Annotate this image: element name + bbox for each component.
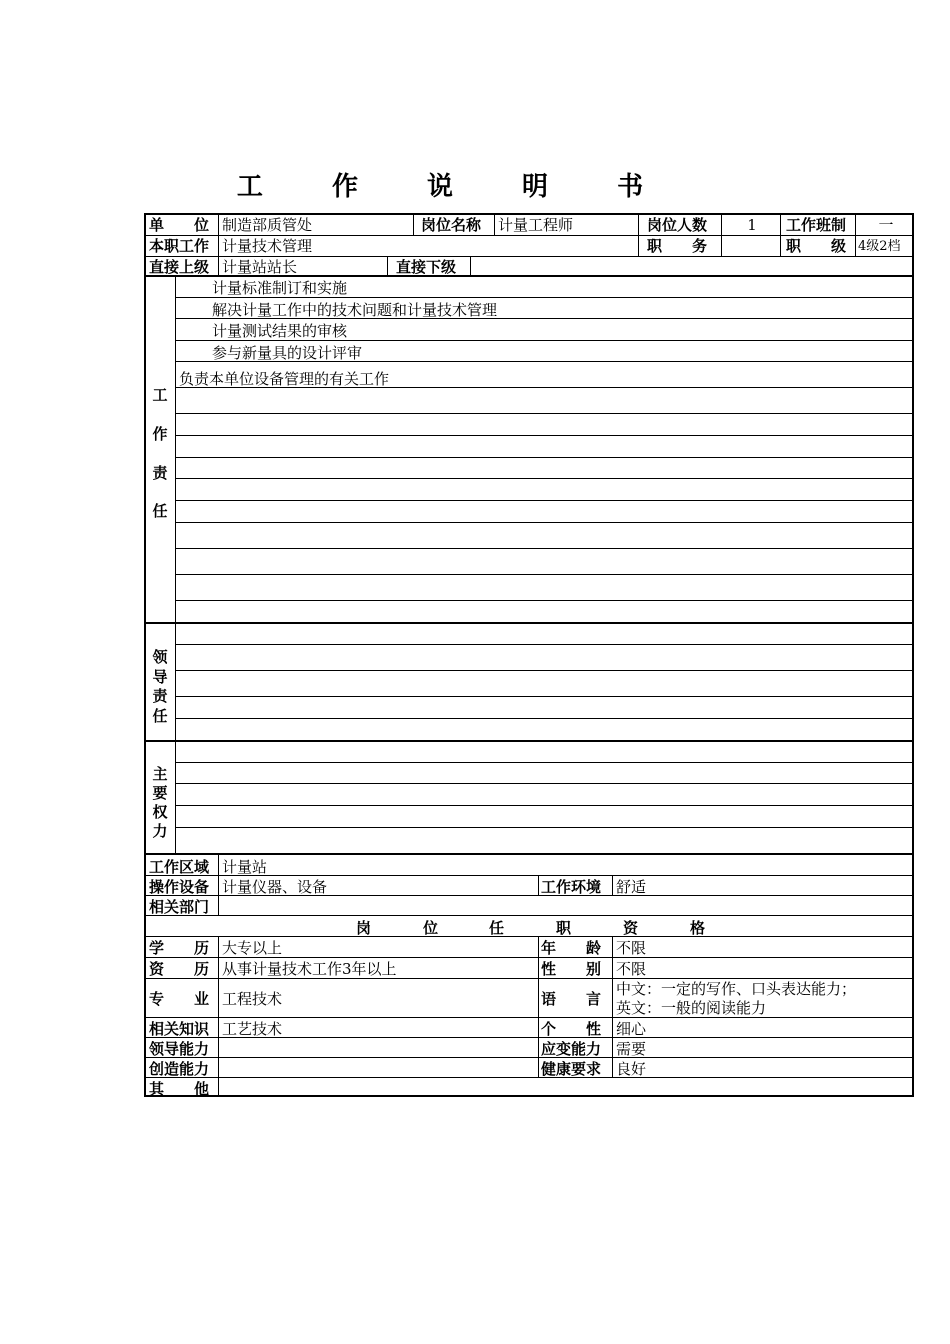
qualification-header-char: 资 (623, 919, 639, 937)
headcount-value: 1 (747, 216, 757, 234)
responsibility-item: 负责本单位设备管理的有关工作 (179, 370, 390, 388)
creativity-label: 创造能力 (149, 1060, 210, 1078)
personality-label: 个 性 (541, 1020, 602, 1038)
major-label: 专 业 (149, 990, 210, 1008)
job-label: 本职工作 (149, 237, 210, 255)
personality-value: 细心 (616, 1020, 647, 1038)
environment-label: 工作环境 (541, 878, 602, 896)
health-label: 健康要求 (541, 1060, 602, 1078)
experience-label: 资 历 (149, 960, 210, 978)
education-value: 大专以上 (222, 939, 283, 957)
qualification-header-char: 职 (556, 919, 572, 937)
responsibility-label-char-3: 责 (152, 464, 168, 482)
subordinate-label: 直接下级 (396, 258, 457, 276)
responsibility-label-char-2: 作 (152, 425, 168, 443)
unit-label: 单 位 (149, 216, 210, 234)
responsibility-label-char-4: 任 (152, 502, 168, 520)
superior-label: 直接上级 (149, 258, 210, 276)
equipment-label: 操作设备 (149, 878, 210, 896)
qualification-header-char: 任 (489, 919, 505, 937)
other-label: 其 他 (149, 1080, 210, 1098)
responsibility-item: 计量标准制订和实施 (212, 279, 348, 297)
environment-value: 舒适 (616, 878, 647, 896)
adaptability-value: 需要 (616, 1040, 647, 1058)
responsibility-item: 计量测试结果的审核 (212, 322, 348, 340)
gender-value: 不限 (616, 960, 647, 978)
language-value-chinese: 中文：一定的写作、口头表达能力； (616, 980, 857, 998)
grade-label: 职 级 (786, 237, 847, 255)
shift-value: 一 (878, 216, 894, 234)
qualification-header-char: 岗 (356, 919, 372, 937)
adaptability-label: 应变能力 (541, 1040, 602, 1058)
authority-label-char-3: 权 (152, 803, 168, 821)
leadership-label-char-3: 责 (152, 687, 168, 705)
unit-value: 制造部质管处 (222, 216, 313, 234)
qualification-header-char: 格 (690, 919, 706, 937)
responsibility-item: 参与新量具的设计评审 (212, 344, 363, 362)
page-title: 工 作 说 明 书 (236, 172, 674, 202)
duty-label: 职 务 (647, 237, 708, 255)
qualification-header-char: 位 (423, 919, 439, 937)
equipment-value: 计量仪器、设备 (222, 878, 328, 896)
work-area-label: 工作区域 (149, 858, 210, 876)
health-value: 良好 (616, 1060, 647, 1078)
related-dept-label: 相关部门 (149, 898, 210, 916)
superior-value: 计量站站长 (222, 258, 298, 276)
authority-label-char-1: 主 (152, 765, 168, 783)
responsibility-item: 解决计量工作中的技术问题和计量技术管理 (212, 301, 498, 319)
leadership-label-char-2: 导 (152, 668, 168, 686)
shift-label: 工作班制 (786, 216, 847, 234)
work-area-value: 计量站 (222, 858, 268, 876)
experience-value: 从事计量技术工作3年以上 (222, 960, 397, 978)
position-name-value: 计量工程师 (498, 216, 574, 234)
education-label: 学 历 (149, 939, 210, 957)
leadership-ability-label: 领导能力 (149, 1040, 210, 1058)
major-value: 工程技术 (222, 990, 283, 1008)
related-knowledge-value: 工艺技术 (222, 1020, 283, 1038)
position-name-label: 岗位名称 (421, 216, 482, 234)
age-value: 不限 (616, 939, 647, 957)
leadership-label-char-1: 领 (152, 648, 168, 666)
responsibility-label-char-1: 工 (152, 386, 168, 404)
job-value: 计量技术管理 (222, 237, 313, 255)
authority-label-char-2: 要 (152, 784, 168, 802)
authority-label-char-4: 力 (152, 822, 168, 840)
language-value-english: 英文：一般的阅读能力 (616, 999, 767, 1017)
related-knowledge-label: 相关知识 (149, 1020, 210, 1038)
headcount-label: 岗位人数 (647, 216, 708, 234)
gender-label: 性 别 (541, 960, 602, 978)
grade-value: 4级2档 (858, 239, 901, 254)
age-label: 年 龄 (541, 939, 602, 957)
leadership-label-char-4: 任 (152, 707, 168, 725)
language-label: 语 言 (541, 990, 602, 1008)
